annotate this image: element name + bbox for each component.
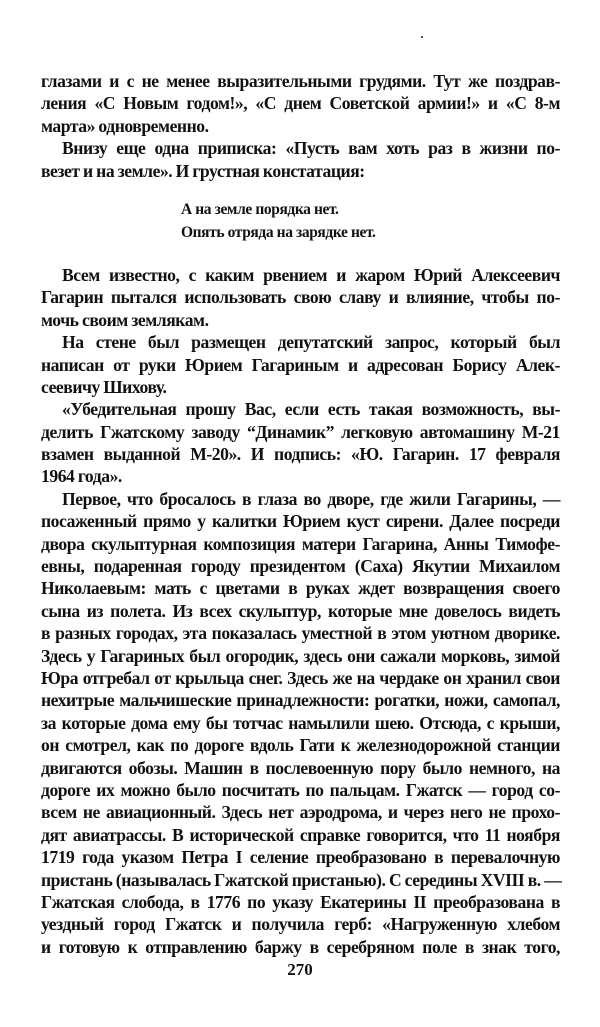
text-line: Гагарин пытался использовать свою славу и влияние, чтобы по- bbox=[41, 287, 560, 308]
text-line: и готовую к отправлению баржу в серебряном поле в знак того, bbox=[41, 936, 560, 957]
text-line: евны, подаренная городу президентом (Саха) Якутии Михаилом bbox=[41, 556, 560, 577]
paragraph-2 bbox=[41, 137, 560, 182]
text-line: мочь своим землякам. bbox=[41, 309, 209, 330]
text-line: сына из полета. Из всех скульптур, которые мне довелось видеть bbox=[41, 600, 560, 621]
text-line: уездный город Гжатск и получила герб: «Нагруженную хлебом bbox=[41, 914, 560, 935]
paragraph-4 bbox=[41, 331, 560, 398]
text-line: глазами и с не менее выразительными грудями. Тут же поздрав- bbox=[41, 71, 560, 91]
page-number: 270 bbox=[287, 960, 313, 979]
text-line: ления «С Новым годом!», «С днем Советской армии!» и «С 8-м bbox=[41, 93, 560, 114]
text-line: написан от руки Юрием Гагариным и адресован Борису Алек- bbox=[41, 354, 560, 375]
print-speck bbox=[421, 36, 423, 38]
text-line: Здесь у Гагариных был огородик, здесь они сажали морковь, зимой bbox=[41, 645, 560, 666]
text-line: марта» одновременно. bbox=[41, 115, 209, 136]
text-line: дят авиатрассы. В исторической справке говорится, что 11 ноября bbox=[41, 824, 560, 845]
text-line: Николаевым: мать с цветами в руках ждет возвращения своего bbox=[41, 578, 560, 599]
paragraph-3 bbox=[41, 264, 560, 331]
text-line: дороге их можно было посчитать по пальцам. Гжатск — город со- bbox=[41, 779, 560, 800]
text-line: 1719 года указом Петра I селение преобразовано в перевалочную bbox=[41, 847, 560, 868]
text-line: пристань (называлась Гжатской пристанью). С середины XVIII в. — bbox=[41, 869, 562, 890]
verse-quote bbox=[181, 198, 560, 244]
text-line: за которые дома ему бы тотчас намылили шею. Отсюда, с крыши, bbox=[41, 712, 560, 733]
verse-line: Опять отряда на зарядке нет. bbox=[181, 223, 376, 241]
text-line: посаженный прямо у калитки Юрием куст сирени. Далее посреди bbox=[41, 511, 560, 532]
paragraph-6 bbox=[41, 488, 560, 958]
text-line: в разных городах, эта показалась уместной в этом уютном дворике. bbox=[41, 623, 560, 644]
text-line: двигаются обозы. Машин в послевоенную пору было немного, на bbox=[41, 757, 560, 778]
text-line: сеевичу Шихову. bbox=[41, 376, 167, 397]
text-line: «Убедительная прошу Вас, если есть такая возможность, вы- bbox=[62, 399, 560, 420]
page-body bbox=[41, 70, 560, 958]
text-line: везет и на земле». И грустная констатация: bbox=[41, 160, 365, 181]
text-line: Первое, что бросалось в глаза во дворе, где жили Гагарины, — bbox=[62, 488, 560, 509]
text-line: Гжатская слобода, в 1776 по указу Екатерины II преобразована в bbox=[41, 891, 560, 912]
text-line: Юра отгребал от крыльца снег. Здесь же на чердаке он хранил свои bbox=[41, 667, 560, 688]
text-line: На стене был размещен депутатский запрос, который был bbox=[62, 332, 560, 353]
paragraph-1 bbox=[41, 70, 560, 137]
text-line: нехитрые мальчишеские принадлежности: рогатки, ножи, самопал, bbox=[41, 690, 560, 711]
text-line: всем не авиационный. Здесь нет аэродрома, и через него не прохо- bbox=[41, 802, 560, 823]
text-line: 1964 года». bbox=[41, 466, 122, 487]
text-line: Внизу еще одна приписка: «Пусть вам хоть раз в жизни по- bbox=[62, 138, 560, 159]
verse-line: А на земле порядка нет. bbox=[181, 200, 339, 218]
text-line: делить Гжатскому заводу “Динамик” легковую автомашину М-21 bbox=[41, 421, 560, 442]
text-line: взамен выданной М-20». И подпись: «Ю. Гагарин. 17 февраля bbox=[41, 444, 560, 465]
paragraph-5 bbox=[41, 398, 560, 488]
text-line: Всем известно, с каким рвением и жаром Юрий Алексеевич bbox=[62, 264, 560, 285]
text-line: он смотрел, как по дороге вдоль Гати к железнодорожной станции bbox=[41, 735, 560, 756]
text-line: двора скульптурная композиция матери Гагарина, Анны Тимофе- bbox=[41, 533, 560, 554]
